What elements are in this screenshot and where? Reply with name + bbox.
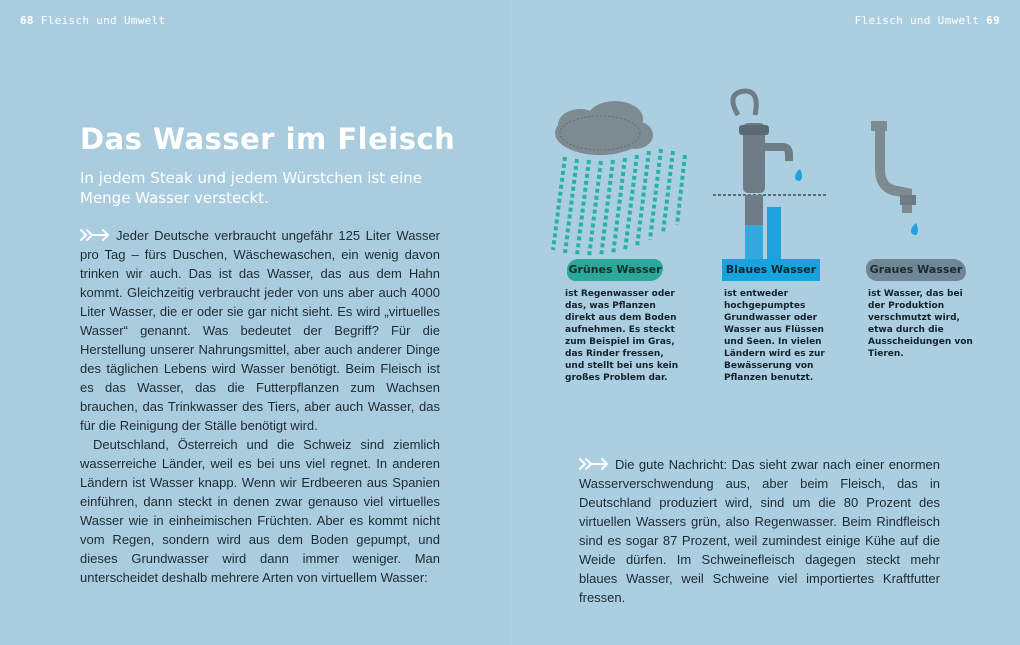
rain-cloud-icon [553, 101, 685, 257]
blue-water-label: Blaues Wasser [722, 259, 820, 281]
left-running-title: Fleisch und Umwelt [40, 14, 166, 27]
green-water-description: ist Regenwasser oder das, was Pflanzen direkt aus dem Boden aufnehmen. Es steckt zum Beispiel im Gras, das Rinder fressen, und stellt bei uns kein großes Problem dar. [565, 289, 679, 383]
arrow-bullet-icon [80, 229, 110, 241]
grey-water-label: Graues Wasser [866, 259, 966, 281]
page-title: Das Wasser im Fleisch [80, 122, 456, 156]
paragraph-2: Deutschland, Österreich und die Schweiz sind ziemlich wasserreiche Länder, weil es bei uns viel regnet. In anderen Ländern ist Wasser knapp. Wenn wir Erdbeeren aus Spanien einführen, dann steckt in denen zwar genauso viel virtuelles Wasser wie in einheimischen Früchten. Aber es kommt nicht vom Regen, sondern wird aus dem Boden gepumpt, und dieses Grundwasser wird dann immer weniger. Man unterscheidet deshalb mehrere Arten von virtuellem Wasser: [80, 437, 440, 585]
page-subtitle: In jedem Steak und jedem Würstchen ist eine Menge Wasser versteckt. [80, 169, 423, 207]
left-running-header [20, 14, 165, 27]
green-water-label: Grünes Wasser [567, 259, 663, 281]
good-news-paragraph: Die gute Nachricht: Das sieht zwar nach einer enormen Wasserverschwendung aus, aber beim Fleisch, das in Deutschland produziert wird, sind um die 80 Prozent des virtuellen Wassers grün, also Regenwasser. Beim Rindfleisch sind es sogar 87 Prozent, weil zumindest einige Kühe auf die Weide dürfen. Im Schweinefleisch dagegen steckt mehr blaues Wasser, weil Schweine viel importiertes Kraftfutter fressen. [579, 457, 940, 605]
arrow-bullet-icon [579, 458, 609, 470]
water-pump-icon [713, 91, 827, 259]
grey-water-description: ist Wasser, das bei der Produktion verschmutzt wird, etwa durch die Ausscheidungen von Tieren. [868, 289, 973, 359]
blue-water-description: ist entweder hochgepumptes Grundwasser oder Wasser aus Flüssen und Seen. In vielen Ländern wird es zur Bewässerung von Pflanzen benutzt. [724, 289, 825, 383]
right-running-header [855, 14, 1000, 27]
paragraph-1: Jeder Deutsche verbraucht ungefähr 125 Liter Wasser pro Tag – fürs Duschen, Wäschewaschen, ein wenig davon trinken wir auch. Das ist das Wasser, das aus dem Hahn kommt. Gleichzeitig verbraucht jeder von uns aber auch 4000 Liter Wasser, die er oder sie gar nicht sieht. Es wird „virtuelles Wasser“ genannt. Was bedeutet der Begriff? Für die Herstellung unserer Nahrungsmittel, aber auch anderer Dinge des täglichen Lebens wird Wasser benötigt. Beim Fleisch ist es das Wasser, das die Futterpflanzen zum Wachsen brauchen, das Trinkwasser des Tiers, aber auch Wasser, das für die Reinigung der Ställe benötigt wird. [80, 228, 440, 433]
left-page-number: 68 [20, 14, 34, 27]
left-body-text [80, 226, 440, 587]
drain-pipe-icon [871, 121, 918, 235]
right-running-title: Fleisch und Umwelt [854, 14, 980, 27]
water-illustration [545, 85, 985, 285]
right-body-text [579, 455, 940, 607]
right-page-number: 69 [986, 14, 1000, 27]
